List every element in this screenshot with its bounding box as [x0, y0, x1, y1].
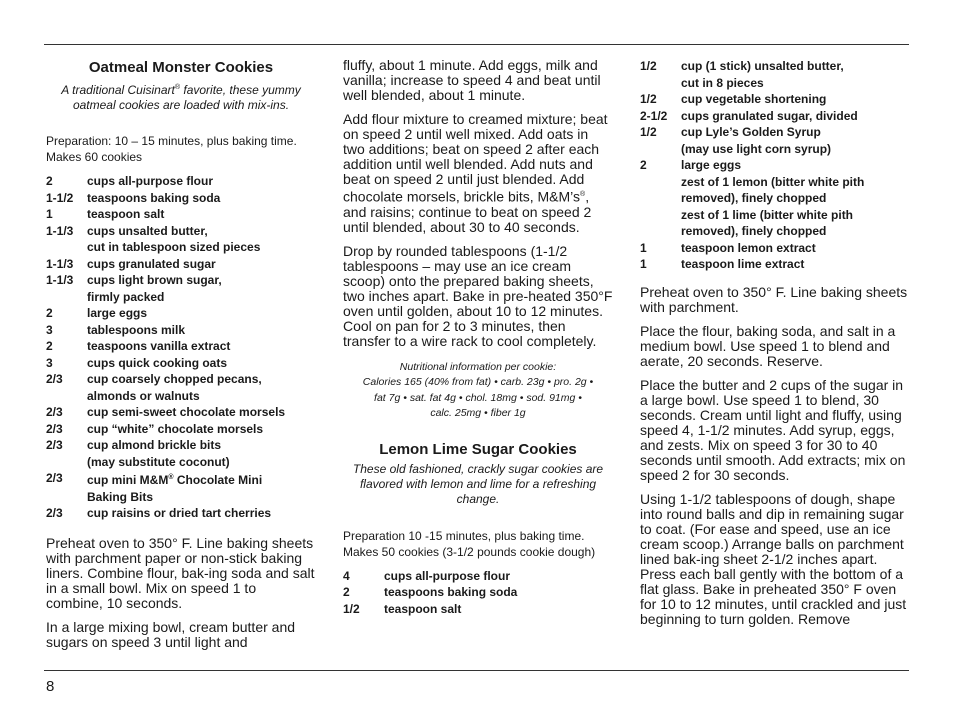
instruction-paragraph: fluffy, about 1 minute. Add eggs, milk and vanilla; increase to speed 4 and beat until well blended, about 1 minute. [343, 57, 601, 103]
ingredient-quantity: 4 [343, 568, 350, 583]
ingredient-quantity: 2/3 [46, 506, 63, 520]
page-number: 8 [46, 678, 55, 695]
ingredient-quantity: 1-1/2 [46, 190, 74, 205]
ingredient-text: firmly packed [87, 289, 165, 304]
nutrition-info [343, 360, 613, 422]
ingredient-item [46, 489, 316, 506]
ingredient-text: cup Lyle’s Golden Syrup [681, 125, 821, 139]
nutrition-line: Nutritional information per cookie: [399, 360, 557, 373]
ingredient-text: cup raisins or dried tart cherries [87, 506, 272, 520]
ingredient-quantity: 2/3 [46, 471, 63, 485]
ingredient-text: cups granulated sugar [87, 256, 216, 271]
column-3 [640, 58, 912, 636]
ingredient-text: cut in tablespoon sized pieces [87, 240, 261, 254]
ingredient-item [640, 174, 912, 191]
ingredient-quantity: 2 [46, 339, 53, 353]
ingredient-text: cups all-purpose flour [87, 174, 214, 188]
ingredient-item [46, 256, 316, 273]
ingredient-item [640, 124, 912, 141]
ingredient-quantity: 2 [46, 174, 53, 188]
ingredient-item [343, 568, 613, 585]
ingredient-item [46, 190, 316, 207]
ingredient-text: cup almond brickle bits [87, 438, 222, 452]
ingredient-quantity: 3 [46, 322, 53, 337]
ingredient-quantity [640, 174, 681, 191]
ingredient-list-oatmeal [46, 173, 316, 522]
instruction-paragraph: Preheat oven to 350° F. Line baking sheets with parchment paper or non-stick baking liners. Combine flour, bak-ing soda and salt in a small bowl. Mix on speed 1 to combine, 10 seconds. [46, 534, 315, 611]
ingredient-text: cup mini M&M® Chocolate Mini [87, 473, 263, 487]
ingredient-text: teaspoon lime extract [681, 257, 805, 271]
ingredient-item [46, 272, 316, 289]
ingredient-item [46, 322, 316, 339]
ingredient-quantity: 2 [46, 306, 53, 320]
ingredient-quantity: 1-1/3 [46, 223, 74, 238]
ingredient-list-lemon-lime [343, 568, 613, 618]
ingredient-quantity [640, 223, 681, 240]
ingredient-item [46, 239, 316, 256]
ingredient-text: teaspoon salt [87, 207, 165, 221]
ingredient-quantity: 3 [46, 355, 53, 370]
ingredient-quantity [640, 190, 681, 207]
ingredient-item [46, 289, 316, 306]
ingredient-text: cups quick cooking oats [87, 355, 228, 370]
ingredient-quantity: 1 [46, 207, 53, 221]
ingredient-quantity: 1 [640, 240, 647, 255]
instruction-paragraph: Using 1-1/2 tablespoons of dough, shape into round balls and dip in remaining sugar to coat. (For ease and speed, use an ice cream scoop.) Arrange balls on parchment lined bak-ing sheet 2-1/2 inches apart. Press each ball gently with the bottom of a flat glass. Bake in preheated 350° F oven for 10 to 12 minutes, until crackled and just beginning to turn golden. Remove [640, 490, 907, 627]
ingredient-item [640, 108, 912, 125]
prep-time: Preparation 10 -15 minutes, plus baking time. [343, 528, 585, 543]
ingredient-item [46, 470, 316, 489]
ingredient-text: cup semi-sweet chocolate morsels [87, 405, 286, 419]
ingredient-quantity [46, 388, 87, 405]
prep-time: Preparation: 10 – 15 minutes, plus baking time. [46, 134, 297, 148]
ingredient-text: zest of 1 lemon (bitter white pith [681, 174, 865, 189]
ingredient-item [46, 338, 316, 355]
ingredient-text: (may use light corn syrup) [681, 141, 832, 156]
ingredient-item [46, 371, 316, 388]
ingredient-quantity: 1/2 [640, 92, 657, 106]
ingredient-quantity: 2 [343, 585, 350, 600]
column-1 [46, 58, 316, 659]
ingredient-quantity: 1-1/3 [46, 256, 74, 271]
ingredient-quantity: 1 [640, 257, 647, 271]
ingredient-quantity: 1/2 [343, 601, 360, 616]
ingredient-item [46, 355, 316, 372]
ingredient-quantity [46, 239, 87, 256]
ingredient-text: cut in 8 pieces [681, 75, 764, 90]
ingredient-text: teaspoons vanilla extract [87, 339, 231, 353]
ingredient-text: cups unsalted butter, [87, 223, 208, 238]
ingredient-quantity: 2-1/2 [640, 108, 668, 123]
instruction-paragraph: Place the flour, baking soda, and salt in a medium bowl. Use speed 1 to blend and aerate, 20 seconds. Reserve. [640, 322, 896, 369]
ingredient-item [343, 601, 613, 618]
instruction-paragraph: Place the butter and 2 cups of the sugar in a large bowl. Use speed 1 to blend, 30 seconds. Cream until light and fluffy, using speed 4, 1-1/2 minutes. Add syrup, eggs, and zests. Mix on speed 3 for 30 to 40 seconds until smooth. Add extracts; mix on speed 2 for 30 seconds. [640, 376, 906, 483]
ingredient-item [46, 404, 316, 421]
ingredient-item [46, 505, 316, 522]
ingredient-text: cups granulated sugar, divided [681, 108, 858, 123]
ingredient-item [640, 58, 912, 75]
ingredient-text: zest of 1 lime (bitter white pith [681, 207, 854, 222]
ingredient-text: tablespoons milk [87, 322, 186, 337]
column-2 [343, 58, 613, 617]
ingredient-item [640, 256, 912, 273]
ingredient-item [46, 388, 316, 405]
ingredient-text: Baking Bits [87, 489, 154, 504]
nutrition-line: calc. 25mg • fiber 1g [430, 407, 526, 420]
ingredient-list-lemon-lime-continued [640, 58, 912, 273]
ingredient-text: removed), finely chopped [681, 191, 827, 205]
ingredient-item [343, 584, 613, 601]
recipe-intro-oatmeal: A traditional Cuisinart® favorite, these yummy oatmeal cookies are loaded with mix-ins. [61, 83, 301, 112]
ingredient-text: (may substitute coconut) [87, 454, 230, 469]
ingredient-quantity [46, 289, 87, 306]
ingredient-item [640, 223, 912, 240]
instruction-paragraph: Add flour mixture to creamed mixture; beat on speed 2 until well mixed. Add oats in two additions; beat on speed 2 after each addition until well blended. Add nuts and beat on speed 2 until just blended. Add chocolate morsels, brickle bits, M&M’s®, and raisins; continue to beat on speed 2 until blended, about 30 to 40 seconds. [343, 111, 608, 235]
ingredient-item [46, 437, 316, 454]
ingredient-text: teaspoon salt [384, 601, 462, 616]
ingredient-quantity: 2/3 [46, 421, 63, 436]
ingredient-item [640, 190, 912, 207]
ingredient-text: removed), finely chopped [681, 224, 827, 238]
yield: Makes 50 cookies (3-1/2 pounds cookie dough) [343, 544, 596, 559]
ingredient-text: large eggs [681, 158, 742, 172]
ingredient-quantity: 2/3 [46, 405, 63, 419]
ingredient-text: cup coarsely chopped pecans, [87, 372, 262, 386]
ingredient-text: cups all-purpose flour [384, 568, 511, 583]
instruction-paragraph: Preheat oven to 350° F. Line baking sheets with parchment. [640, 283, 908, 315]
ingredient-item [46, 454, 316, 471]
ingredient-quantity: 2/3 [46, 438, 63, 452]
ingredient-quantity: 2/3 [46, 372, 63, 386]
recipe-intro-lemon-lime: These old fashioned, crackly sugar cookies are flavored with lemon and lime for a refreshing change. [352, 461, 604, 506]
ingredient-item [46, 206, 316, 223]
ingredient-item [640, 240, 912, 257]
ingredient-quantity: 1/2 [640, 125, 657, 139]
ingredient-text: almonds or walnuts [87, 388, 200, 403]
ingredient-quantity [640, 207, 681, 224]
ingredient-item [640, 157, 912, 174]
ingredient-quantity [46, 489, 87, 506]
ingredient-text: cup “white” chocolate morsels [87, 421, 264, 436]
ingredient-item [46, 305, 316, 322]
instruction-paragraph: Drop by rounded tablespoons (1-1/2 tablespoons – may use an ice cream scoop) onto the prepared baking sheets, two inches apart. Bake in pre-heated 350°F oven until golden, about 10 to 12 minutes. Cool on pan for 2 to 3 minutes, then transfer to a wire rack to cool completely. [343, 242, 613, 349]
ingredient-text: teaspoon lemon extract [681, 240, 816, 255]
ingredient-quantity: 2 [640, 158, 647, 172]
ingredient-text: teaspoons baking soda [87, 190, 221, 205]
instruction-paragraph: In a large mixing bowl, cream butter and sugars on speed 3 until light and [46, 618, 296, 650]
ingredient-quantity: 1/2 [640, 59, 657, 73]
ingredient-text: cup (1 stick) unsalted butter, [681, 59, 844, 73]
ingredient-text: cups light brown sugar, [87, 273, 222, 287]
ingredient-item [640, 75, 912, 92]
ingredient-quantity [640, 141, 681, 158]
top-rule [44, 44, 909, 45]
yield: Makes 60 cookies [46, 150, 143, 164]
ingredient-quantity [640, 75, 681, 92]
ingredient-item [640, 91, 912, 108]
ingredient-text: large eggs [87, 306, 148, 320]
ingredient-text: teaspoons baking soda [384, 585, 518, 600]
ingredient-quantity: 1-1/3 [46, 273, 74, 287]
ingredient-item [640, 207, 912, 224]
ingredient-text: cup vegetable shortening [681, 92, 827, 106]
ingredient-item [46, 223, 316, 240]
ingredient-quantity [46, 454, 87, 471]
nutrition-line: fat 7g • sat. fat 4g • chol. 18mg • sod. 91mg • [374, 391, 582, 404]
bottom-rule [44, 670, 909, 671]
nutrition-line: Calories 165 (40% from fat) • carb. 23g • pro. 2g • [362, 376, 594, 389]
ingredient-item [640, 141, 912, 158]
ingredient-item [46, 173, 316, 190]
ingredient-item [46, 421, 316, 438]
recipe-title-lemon-lime: Lemon Lime Sugar Cookies [379, 440, 577, 458]
recipe-title-oatmeal: Oatmeal Monster Cookies [88, 59, 274, 76]
